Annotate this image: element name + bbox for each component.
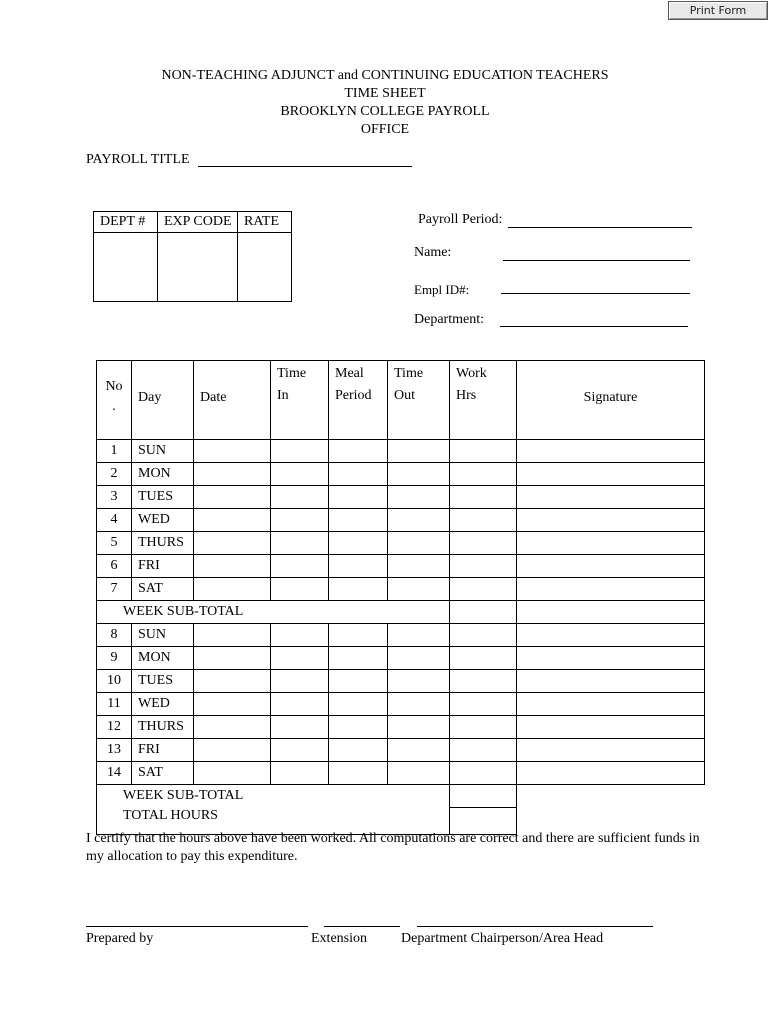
- meal-period-cell[interactable]: [329, 463, 388, 486]
- work-hrs-cell[interactable]: [450, 532, 517, 555]
- extension-line[interactable]: [324, 926, 400, 927]
- work-hrs-cell[interactable]: [450, 440, 517, 463]
- form-title: [0, 67, 770, 139]
- table-row: [97, 532, 705, 555]
- print-form-button[interactable]: Print Form: [668, 1, 768, 20]
- meal-period-cell[interactable]: [329, 624, 388, 647]
- date-cell[interactable]: [194, 532, 271, 555]
- date-cell[interactable]: [194, 624, 271, 647]
- row-number: 10: [97, 670, 132, 693]
- date-cell[interactable]: [194, 440, 271, 463]
- time-in-cell[interactable]: [271, 578, 329, 601]
- work-hrs-cell[interactable]: [450, 486, 517, 509]
- signature-cell[interactable]: [517, 739, 705, 762]
- table-header-row: [97, 361, 705, 440]
- date-cell[interactable]: [194, 463, 271, 486]
- row-number: 3: [97, 486, 132, 509]
- row-day: MON: [132, 647, 194, 670]
- payroll-period-label: Payroll Period:: [418, 212, 503, 227]
- row-day: SAT: [132, 578, 194, 601]
- signature-cell[interactable]: [517, 555, 705, 578]
- meal-period-cell[interactable]: [329, 739, 388, 762]
- meal-period-header: Meal Period: [329, 361, 388, 440]
- meal-period-cell[interactable]: [329, 647, 388, 670]
- table-row: [97, 624, 705, 647]
- table-row: [97, 440, 705, 463]
- week-subtotal-hrs-cell[interactable]: [450, 601, 517, 624]
- time-out-cell[interactable]: [388, 578, 450, 601]
- signature-cell[interactable]: [517, 647, 705, 670]
- signature-cell[interactable]: [517, 509, 705, 532]
- date-cell[interactable]: [194, 739, 271, 762]
- signature-cell[interactable]: [517, 463, 705, 486]
- signature-cell[interactable]: [517, 762, 705, 785]
- time-out-cell[interactable]: [388, 509, 450, 532]
- signature-cell[interactable]: [517, 486, 705, 509]
- rate-header: RATE: [238, 212, 292, 233]
- time-in-cell[interactable]: [271, 509, 329, 532]
- time-in-header: Time In: [271, 361, 329, 440]
- payroll-title-field[interactable]: [198, 166, 412, 167]
- dept-header: DEPT #: [94, 212, 158, 233]
- date-cell[interactable]: [194, 670, 271, 693]
- work-hrs-cell[interactable]: [450, 647, 517, 670]
- date-cell[interactable]: [194, 716, 271, 739]
- meal-period-cell[interactable]: [329, 509, 388, 532]
- row-day: SUN: [132, 440, 194, 463]
- day-header: Day: [132, 361, 194, 440]
- table-row: [97, 463, 705, 486]
- signature-cell[interactable]: [517, 578, 705, 601]
- dept-table: [93, 211, 292, 302]
- meal-period-cell[interactable]: [329, 486, 388, 509]
- row-number: 1: [97, 440, 132, 463]
- date-header: Date: [194, 361, 271, 440]
- time-out-cell[interactable]: [388, 440, 450, 463]
- row-number: 7: [97, 578, 132, 601]
- timesheet-table: [96, 360, 705, 835]
- exp-code-header: EXP CODE: [158, 212, 238, 233]
- table-row: [97, 716, 705, 739]
- department-field[interactable]: [500, 326, 688, 327]
- date-cell[interactable]: [194, 555, 271, 578]
- department-label: Department:: [414, 312, 484, 327]
- chairperson-line[interactable]: [417, 926, 653, 927]
- date-cell[interactable]: [194, 578, 271, 601]
- certification-text: I certify that the hours above have been worked. All computations are correct and there are sufficient funds in my allocation to pay this expenditure.: [86, 831, 700, 864]
- meal-period-cell[interactable]: [329, 555, 388, 578]
- week-subtotal-hrs-cell[interactable]: [450, 785, 517, 808]
- time-in-cell[interactable]: [271, 739, 329, 762]
- time-in-cell[interactable]: [271, 463, 329, 486]
- time-in-cell[interactable]: [271, 647, 329, 670]
- date-cell[interactable]: [194, 647, 271, 670]
- table-row: [97, 693, 705, 716]
- prepared-by-line[interactable]: [86, 926, 308, 927]
- time-in-cell[interactable]: [271, 532, 329, 555]
- signature-cell[interactable]: [517, 532, 705, 555]
- signature-cell[interactable]: [517, 440, 705, 463]
- time-out-cell[interactable]: [388, 739, 450, 762]
- row-day: WED: [132, 693, 194, 716]
- row-number: 8: [97, 624, 132, 647]
- subtotal-row: [97, 601, 705, 624]
- time-out-cell[interactable]: [388, 555, 450, 578]
- row-number: 9: [97, 647, 132, 670]
- payroll-title-label: PAYROLL TITLE: [86, 152, 190, 167]
- work-hrs-cell[interactable]: [450, 693, 517, 716]
- empl-id-label: Empl ID#:: [414, 282, 470, 297]
- work-hrs-cell[interactable]: [450, 716, 517, 739]
- subtotal-signature-cell[interactable]: [517, 601, 705, 624]
- work-hrs-cell[interactable]: [450, 762, 517, 785]
- table-row: [97, 578, 705, 601]
- table-row: [97, 555, 705, 578]
- time-in-cell[interactable]: [271, 486, 329, 509]
- row-number: 11: [97, 693, 132, 716]
- row-day: TUES: [132, 670, 194, 693]
- time-out-cell[interactable]: [388, 670, 450, 693]
- row-day: SAT: [132, 762, 194, 785]
- table-row: [97, 739, 705, 762]
- rate-field[interactable]: [238, 233, 292, 302]
- row-number: 13: [97, 739, 132, 762]
- time-out-cell[interactable]: [388, 647, 450, 670]
- row-day: THURS: [132, 716, 194, 739]
- chairperson-label: Department Chairperson/Area Head: [401, 931, 604, 946]
- time-in-cell[interactable]: [271, 555, 329, 578]
- title-line-3: BROOKLYN COLLEGE PAYROLL: [280, 104, 490, 119]
- row-day: SUN: [132, 624, 194, 647]
- row-day: TUES: [132, 486, 194, 509]
- date-cell[interactable]: [194, 762, 271, 785]
- signature-cell[interactable]: [517, 693, 705, 716]
- table-row: [97, 647, 705, 670]
- extension-label: Extension: [311, 931, 367, 946]
- title-line-2: TIME SHEET: [344, 86, 426, 101]
- row-day: THURS: [132, 532, 194, 555]
- meal-period-cell[interactable]: [329, 532, 388, 555]
- row-number: 12: [97, 716, 132, 739]
- time-in-cell[interactable]: [271, 762, 329, 785]
- time-out-cell[interactable]: [388, 463, 450, 486]
- work-hrs-cell[interactable]: [450, 739, 517, 762]
- row-day: MON: [132, 463, 194, 486]
- row-number: 5: [97, 532, 132, 555]
- meal-period-cell[interactable]: [329, 578, 388, 601]
- time-in-cell[interactable]: [271, 624, 329, 647]
- row-number: 4: [97, 509, 132, 532]
- row-day: FRI: [132, 739, 194, 762]
- date-cell[interactable]: [194, 693, 271, 716]
- work-hrs-cell[interactable]: [450, 463, 517, 486]
- time-out-header: Time Out: [388, 361, 450, 440]
- time-in-cell[interactable]: [271, 440, 329, 463]
- table-row: [97, 486, 705, 509]
- meal-period-cell[interactable]: [329, 440, 388, 463]
- row-day: WED: [132, 509, 194, 532]
- time-in-cell[interactable]: [271, 693, 329, 716]
- row-number: 2: [97, 463, 132, 486]
- work-hrs-cell[interactable]: [450, 555, 517, 578]
- time-out-cell[interactable]: [388, 532, 450, 555]
- table-row: [97, 762, 705, 785]
- row-number: 6: [97, 555, 132, 578]
- table-row: [97, 670, 705, 693]
- time-in-cell[interactable]: [271, 716, 329, 739]
- date-cell[interactable]: [194, 486, 271, 509]
- signature-header: Signature: [517, 361, 705, 440]
- work-hrs-cell[interactable]: [450, 509, 517, 532]
- signature-cell[interactable]: [517, 670, 705, 693]
- work-hrs-header: Work Hrs: [450, 361, 517, 440]
- exp-code-field[interactable]: [158, 233, 238, 302]
- dept-field[interactable]: [94, 233, 158, 302]
- meal-period-cell[interactable]: [329, 762, 388, 785]
- empl-id-field[interactable]: [501, 293, 690, 294]
- payroll-period-field[interactable]: [508, 227, 692, 228]
- name-field[interactable]: [503, 260, 690, 261]
- work-hrs-cell[interactable]: [450, 578, 517, 601]
- total-hours-label: TOTAL HOURS: [97, 807, 450, 834]
- date-cell[interactable]: [194, 509, 271, 532]
- week-subtotal-label: WEEK SUB-TOTAL: [97, 601, 450, 624]
- no-header: No .: [97, 361, 132, 440]
- title-line-1: NON-TEACHING ADJUNCT and CONTINUING EDUCATION TEACHERS: [161, 68, 609, 83]
- row-number: 14: [97, 762, 132, 785]
- week-subtotal-label: WEEK SUB-TOTAL: [97, 785, 450, 808]
- time-out-cell[interactable]: [388, 716, 450, 739]
- prepared-by-label: Prepared by: [86, 931, 154, 946]
- table-row: [97, 509, 705, 532]
- time-out-cell[interactable]: [388, 693, 450, 716]
- signature-cell[interactable]: [517, 624, 705, 647]
- time-in-cell[interactable]: [271, 670, 329, 693]
- meal-period-cell[interactable]: [329, 693, 388, 716]
- work-hrs-cell[interactable]: [450, 670, 517, 693]
- signature-cell[interactable]: [517, 716, 705, 739]
- meal-period-cell[interactable]: [329, 716, 388, 739]
- row-day: FRI: [132, 555, 194, 578]
- name-label: Name:: [414, 245, 452, 260]
- title-line-4: OFFICE: [360, 122, 410, 137]
- time-out-cell[interactable]: [388, 762, 450, 785]
- subtotal-row: [97, 785, 705, 808]
- time-out-cell[interactable]: [388, 624, 450, 647]
- meal-period-cell[interactable]: [329, 670, 388, 693]
- time-out-cell[interactable]: [388, 486, 450, 509]
- work-hrs-cell[interactable]: [450, 624, 517, 647]
